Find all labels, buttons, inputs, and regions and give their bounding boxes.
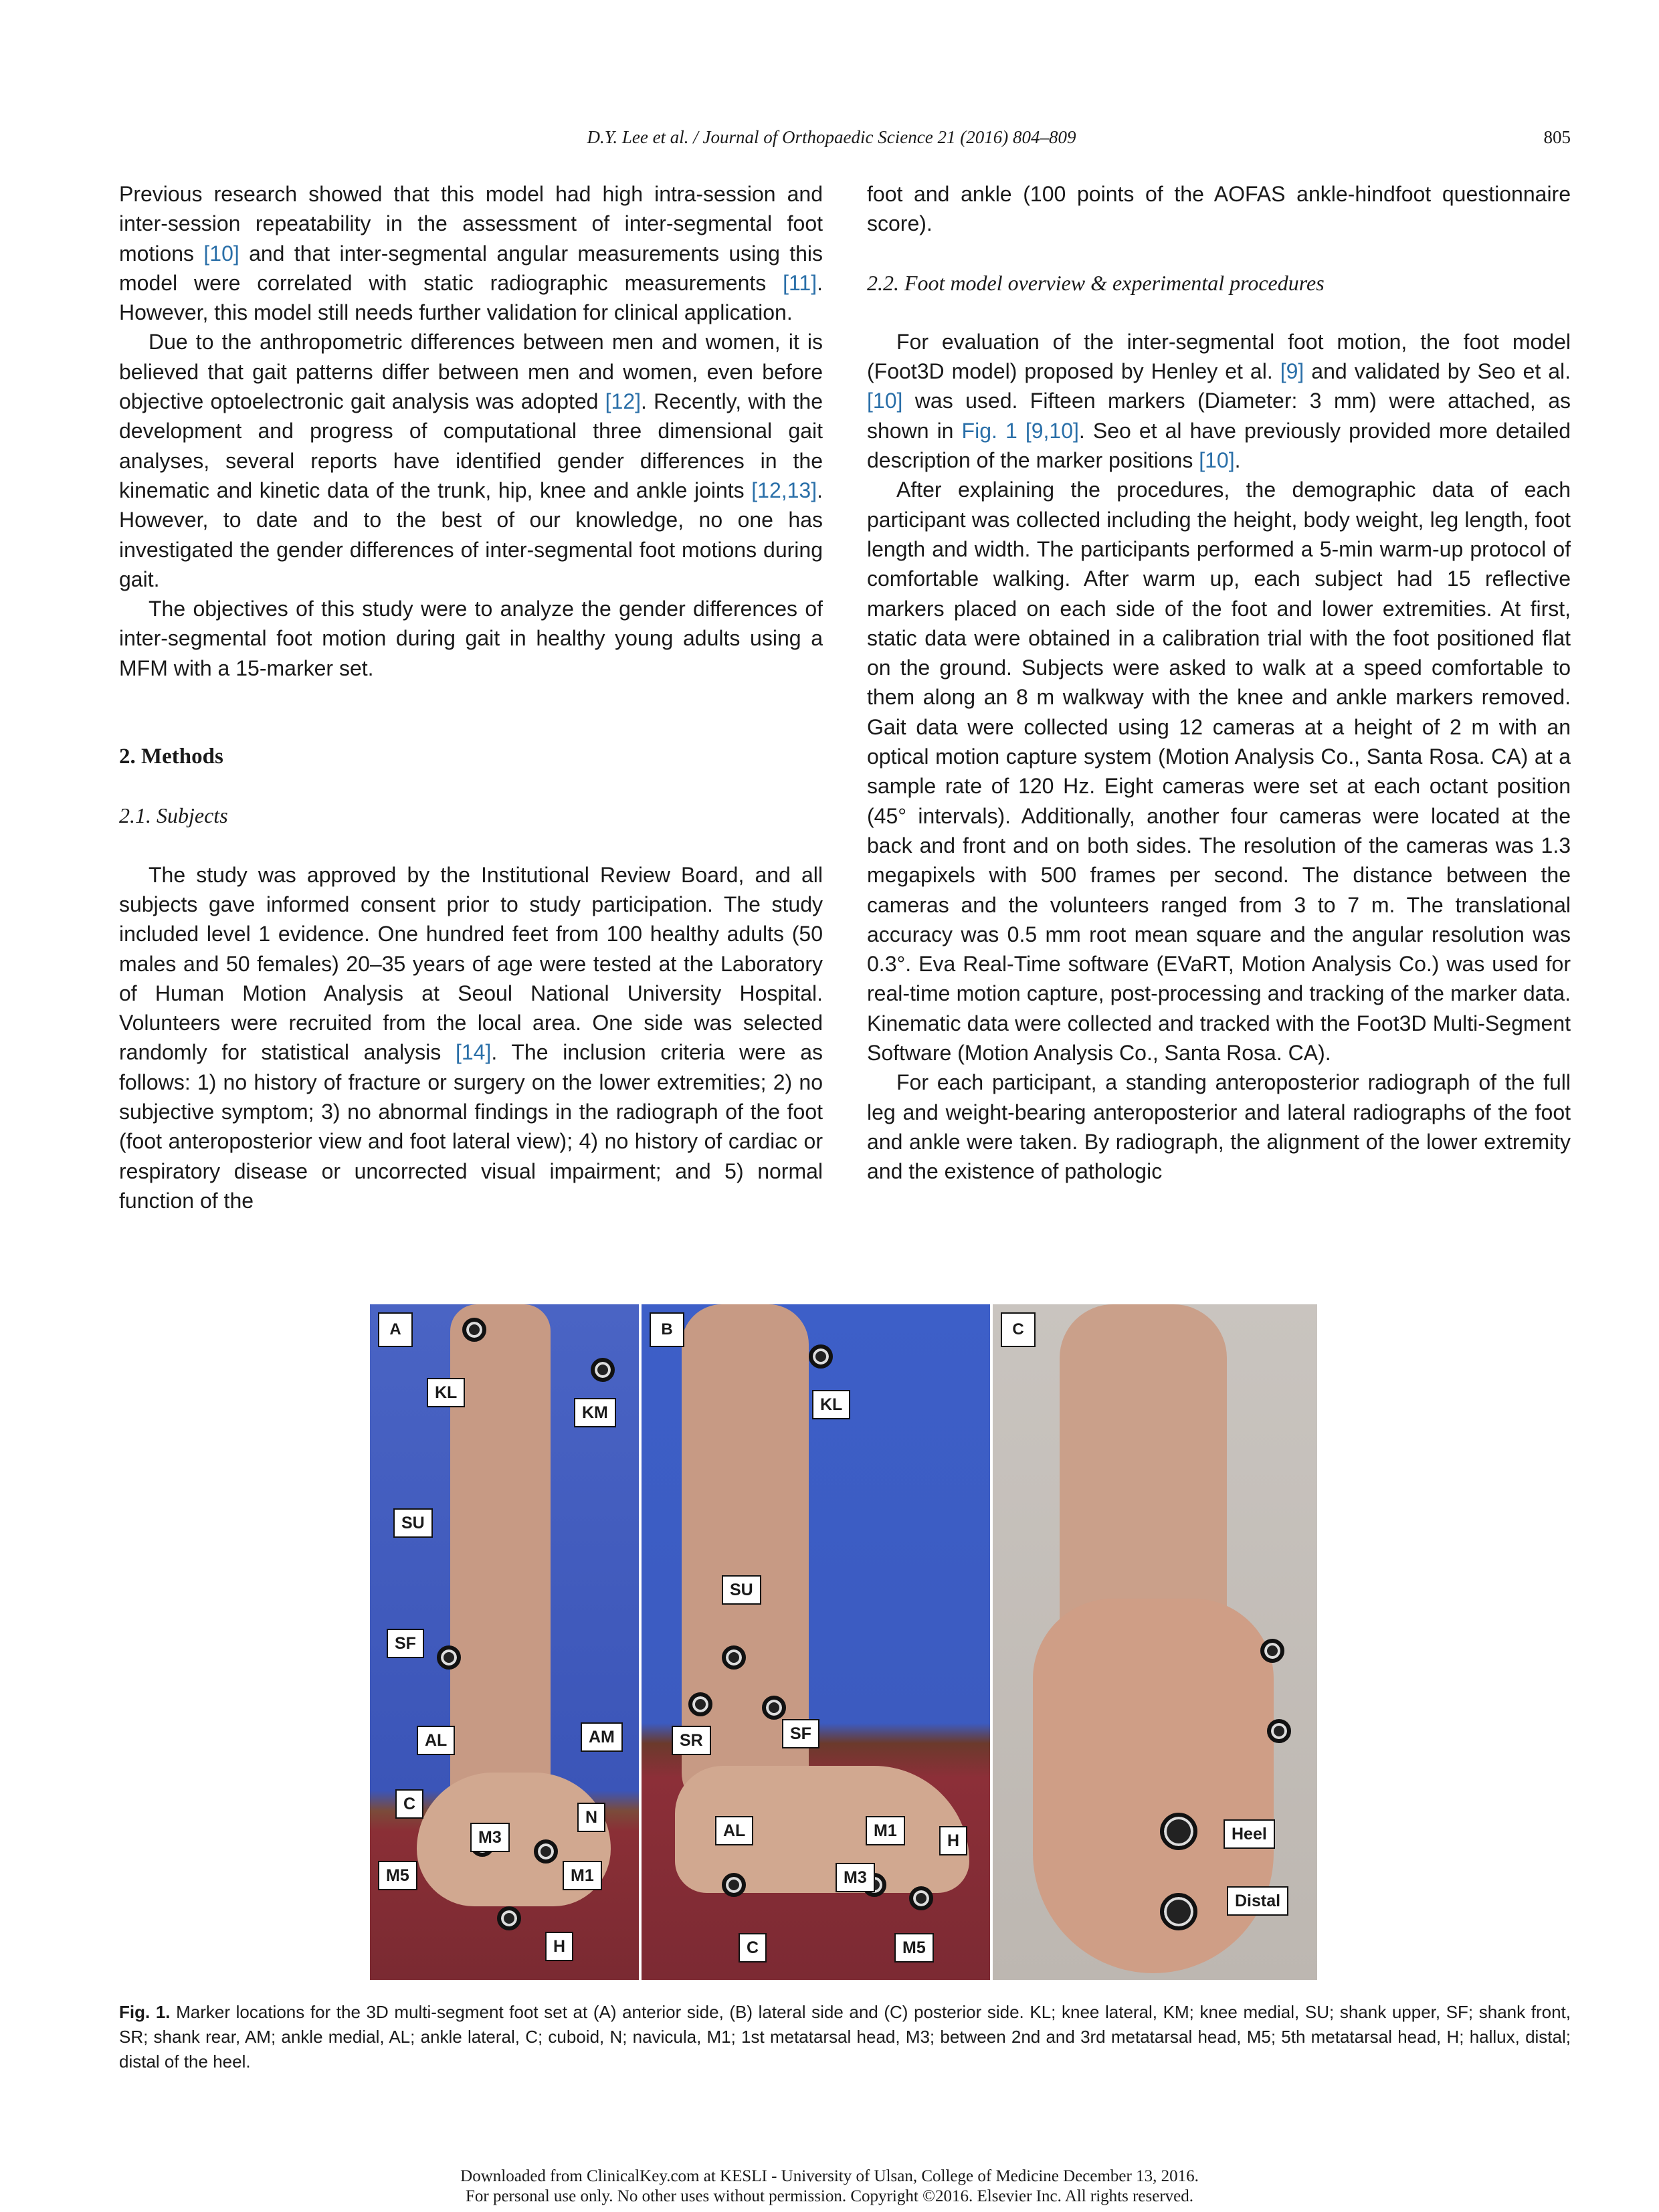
paragraph: foot and ankle (100 points of the AOFAS ankle-hindfoot questionnaire score). [867,182,1571,236]
subsection-heading: 2.1. Subjects [119,803,228,828]
paragraph: The study was approved by the Institutional Review Board, and all subjects gave informed consent prior to study participation. The study included level 1 evidence. One hundred feet from 100 healthy adults (50 males and 50 females) 20–35 years of age were tested at the Laboratory of Human Motion Analysis at Seoul National University Hospital. Volunteers were recruited from the local area. One side was selected randomly for statistical analysis [14]. The inclusion criteria were as follows: 1) no history of fracture or surgery on the lower extremities; 2) no subjective symptom; 3) no abnormal findings in the radiograph of the foot (foot anteroposterior view and foot lateral view); 4) no history of cardiac or respiratory disease or uncorrected visual impairment; and 5) normal function of the [119,862,823,1213]
panel-label: B [650,1312,684,1347]
marker-label: C [395,1789,423,1819]
citation-link[interactable]: [10] [1199,448,1235,473]
caption-text: Marker locations for the 3D multi-segment foot set at (A) anterior side, (B) lateral side and (C) posterior side. KL; knee lateral, KM; knee medial, SU; shank upper, SF; shank front, SR; shank rear, AM; ankle medial, AL; ankle lateral, C; cuboid, N; navicula, M1; 1st metatarsal head, M3; between 2nd and 3rd metatarsal head, M5; 5th metatarsal head, H; hallux, distal; distal of the heel. [119,2002,1571,2072]
citation-link[interactable]: [9,10] [1025,418,1079,443]
marker-label: M1 [563,1861,602,1890]
marker-label: Distal [1227,1886,1288,1916]
marker-label: H [545,1932,573,1961]
figure-label: Fig. 1. [119,2002,171,2022]
citation-link[interactable]: [10] [867,389,903,413]
marker-label: KM [574,1398,616,1427]
marker-label: M1 [866,1816,905,1845]
marker-label: M3 [470,1823,510,1852]
marker-label: KL [812,1390,850,1419]
journal-citation: D.Y. Lee et al. / Journal of Orthopaedic Science 21 (2016) 804–809 [587,127,1076,147]
marker-label: SF [782,1719,819,1748]
figure-1 [370,1304,1320,1980]
paragraph: After explaining the procedures, the demographic data of each participant was collected including the height, body weight, leg length, foot length and width. The participants performed a 5-min warm-up protocol of comfortable walking. After warm up, each subject had 15 reflective markers placed on each side of the foot and lower extremities. At first, static data were obtained in a calibration trial with the foot positioned flat on the ground. Subjects were asked to walk at a speed comfortable to them along an 8 m walkway with the knee and ankle markers removed. Gait data were collected using 12 cameras at a height of 2 m with an optical motion capture system (Motion Analysis Co., Santa Rosa. CA) at a sample rate of 120 Hz. Eight cameras were set at each octant position (45° intervals). Additionally, another four cameras were located at the back and front and on both sides. The resolution of the cameras was 1.3 megapixels with 500 frames per second. The distance between the cameras and the volunteers ranged from 3 to 7 m. The translational accuracy was 0.5 mm root mean square and the angular resolution was 0.3°. Eva Real-Time software (EVaRT, Motion Analysis Co.) was used for real-time motion capture, post-processing and tracking of the marker data. Kinematic data were collected and tracked with the Foot3D Multi-Segment Software (Motion Analysis Co., Santa Rosa. CA). [867,478,1571,1066]
marker-label: KL [427,1378,465,1407]
marker-label: H [939,1826,967,1855]
paragraph: Due to the anthropometric differences between men and women, it is believed that gait patterns differ between men and women, even before objective optoelectronic gait analysis was adopted [12]. Recently, with the development and progress of computational three dimensional gait analyses, several reports have identified gender differences in the kinematic and kinetic data of the trunk, hip, knee and ankle joints [12,13]. However, to date and to the best of our knowledge, no one has investigated the gender differences of inter-segmental foot motions during gait. [119,330,823,591]
marker-label: SF [387,1629,424,1658]
marker-label: AL [417,1726,455,1755]
footer-line: Downloaded from ClinicalKey.com at KESLI - University of Ulsan, College of Medicine December 13, 2016. [460,2167,1199,2185]
citation-link[interactable]: [12] [605,389,642,414]
paragraph: For each participant, a standing anteroposterior radiograph of the full leg and weight-bearing anteroposterior and lateral radiographs of the foot and ankle were taken. By radiograph, the alignment of the lower extremity and the existence of pathologic [867,1070,1571,1184]
figure-panel-b [642,1304,990,1980]
marker-label: Heel [1224,1819,1275,1849]
citation-link[interactable]: [14] [455,1040,492,1065]
marker-label: C [739,1933,767,1963]
marker-label: SR [672,1726,711,1755]
panel-label: A [378,1312,413,1347]
right-column [867,179,1571,1187]
marker-label: M5 [894,1933,934,1963]
download-footer [0,2167,1659,2207]
marker-label: M3 [836,1863,875,1892]
citation-link[interactable]: [12,13] [751,478,817,502]
citation-link[interactable]: [9] [1280,359,1304,384]
panel-label: C [1001,1312,1036,1347]
marker-label: AM [581,1722,623,1752]
running-head [119,127,1571,154]
figure-panel-a [370,1304,639,1980]
figure-caption [119,2000,1571,2074]
subsection-heading: 2.2. Foot model overview & experimental procedures [867,270,1325,295]
citation-link[interactable]: [10] [203,241,239,266]
section-heading: 2. Methods [119,744,223,769]
page-number: 805 [1543,127,1571,147]
marker-label: AL [715,1816,753,1845]
marker-label: SU [722,1575,761,1605]
paragraph: For evaluation of the inter-segmental foot motion, the foot model (Foot3D model) proposed by Henley et al. [9] and validated by Seo et al. [10] was used. Fifteen markers (Diameter: 3 mm) were attached, as shown in Fig. 1 [9,10]. Seo et al have previously provided more detailed description of the marker positions [10]. [867,329,1571,473]
paragraph: Previous research showed that this model had high intra-session and inter-session repeatability in the assessment of inter-segmental foot motions [10] and that inter-segmental angular measurements using this model were correlated with static radiographic measurements [11]. However, this model still needs further validation for clinical application. [119,182,823,325]
paragraph: The objectives of this study were to analyze the gender differences of inter-segmental foot motion during gait in healthy young adults using a MFM with a 15-marker set. [119,597,823,680]
footer-line: For personal use only. No other uses without permission. Copyright ©2016. Elsevier Inc. All rights reserved. [465,2187,1194,2205]
left-column [119,179,823,1215]
marker-label: M5 [378,1861,417,1890]
marker-label: SU [393,1508,433,1538]
marker-label: N [577,1803,605,1832]
citation-link[interactable]: [11] [783,270,817,295]
figure-panel-c [993,1304,1317,1980]
figure-link[interactable]: Fig. 1 [961,418,1017,443]
